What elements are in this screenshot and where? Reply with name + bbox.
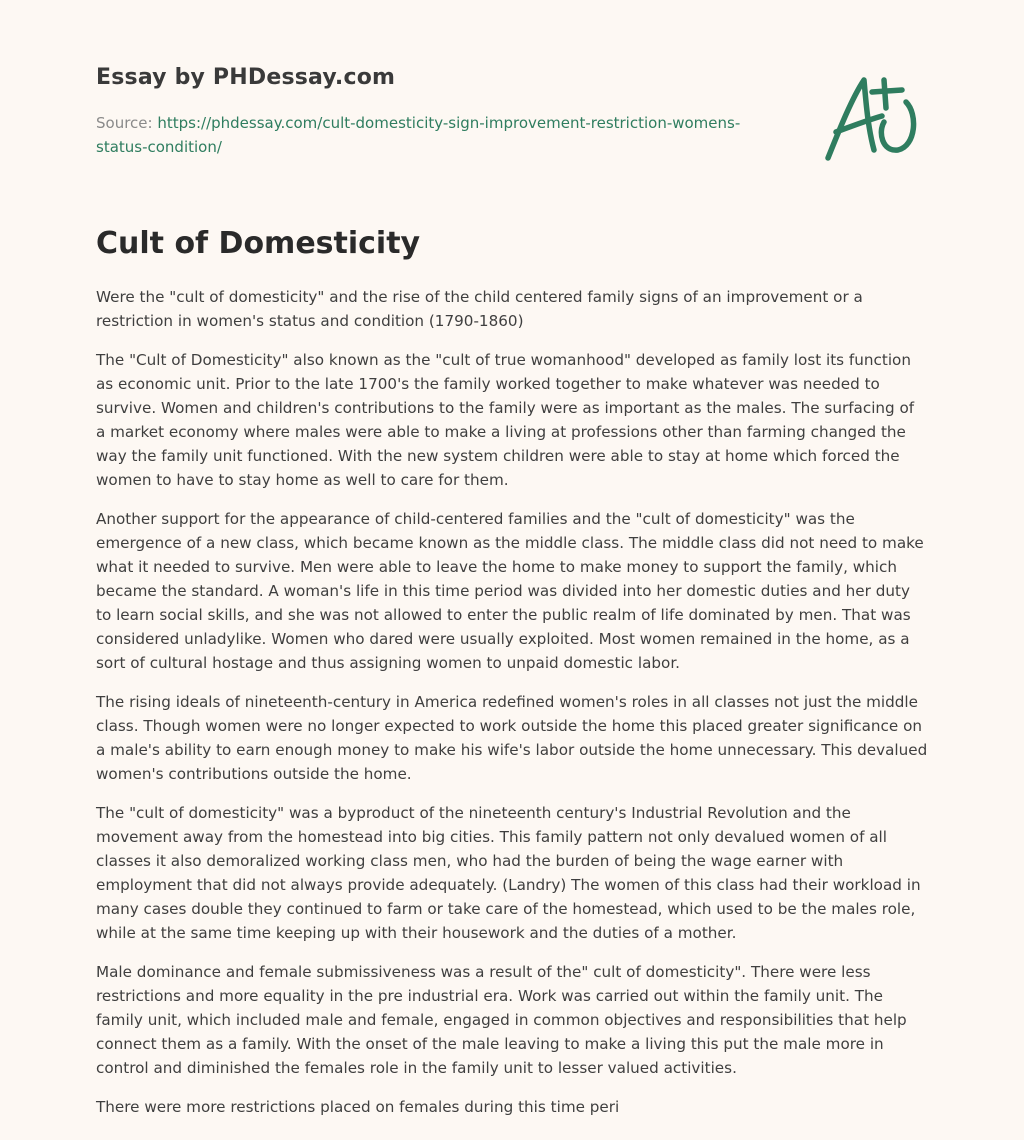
paragraph: There were more restrictions placed on females during this time peri bbox=[96, 1098, 620, 1116]
paragraph: Male dominance and female submissiveness was a result of the" cult of domesticity". There were less restrictions and more equality in the pre industrial era. Work was carried out within the family unit. The family unit, which included male and female, engaged in common objectives and responsibilities that help connect them as a family. With the onset of the male leaving to make a living this put the male more in control and diminished the females role in the family unit to lesser valued activities. bbox=[96, 963, 907, 1077]
paragraph: The "Cult of Domesticity" also known as the "cult of true womanhood" developed as family lost its function as economic unit. Prior to the late 1700's the family worked together to make whatever was needed to survive. Women and children's contributions to the family were as important as the males. The surfacing of a market economy where males were able to make a living at professions other than farming changed the way the family unit functioned. With the new system children were able to stay at home which forced the women to have to stay home as well to care for them. bbox=[96, 351, 915, 489]
essay-title: Cult of Domesticity bbox=[96, 226, 421, 261]
essay-body bbox=[96, 285, 928, 1134]
paragraph: The "cult of domesticity" was a byproduct of the nineteenth century's Industrial Revolution and the movement away from the homestead into big cities. This family pattern not only devalued women of all classes it also demoralized working class men, who had the burden of being the wage earner with employment that did not always provide adequately. (Landry) The women of this class had their workload in many cases double they continued to farm or take care of the homestead, which used to be the males role, while at the same time keeping up with their housework and the duties of a mother. bbox=[96, 804, 921, 942]
a-plus-grade-icon bbox=[818, 68, 930, 164]
source-line bbox=[96, 111, 776, 159]
paragraph: Another support for the appearance of child-centered families and the "cult of domesticity" was the emergence of a new class, which became known as the middle class. The middle class did not need to make what it needed to survive. Men were able to leave the home to make money to support the family, which became the standard. A woman's life in this time period was divided into her domestic duties and her duty to learn social skills, and she was not allowed to enter the public realm of life dominated by men. That was considered unladylike. Women who dared were usually exploited. Most women remained in the home, as a sort of cultural hostage and thus assigning women to unpaid domestic labor. bbox=[96, 510, 924, 672]
paragraph: The rising ideals of nineteenth-century in America redefined women's roles in all classes not just the middle class. Though women were no longer expected to work outside the home this placed greater significance on a male's ability to earn enough money to make his wife's labor outside the home unnecessary. This devalued women's contributions outside the home. bbox=[96, 693, 928, 783]
site-brand: Essay by PHDessay.com bbox=[96, 65, 396, 90]
source-link[interactable]: https://phdessay.com/cult-domesticity-sign-improvement-restriction-womens-status-condition/ bbox=[96, 114, 741, 156]
paragraph: Were the "cult of domesticity" and the rise of the child centered family signs of an improvement or a restriction in women's status and condition (1790-1860) bbox=[96, 288, 863, 330]
source-label: Source: bbox=[96, 114, 153, 132]
